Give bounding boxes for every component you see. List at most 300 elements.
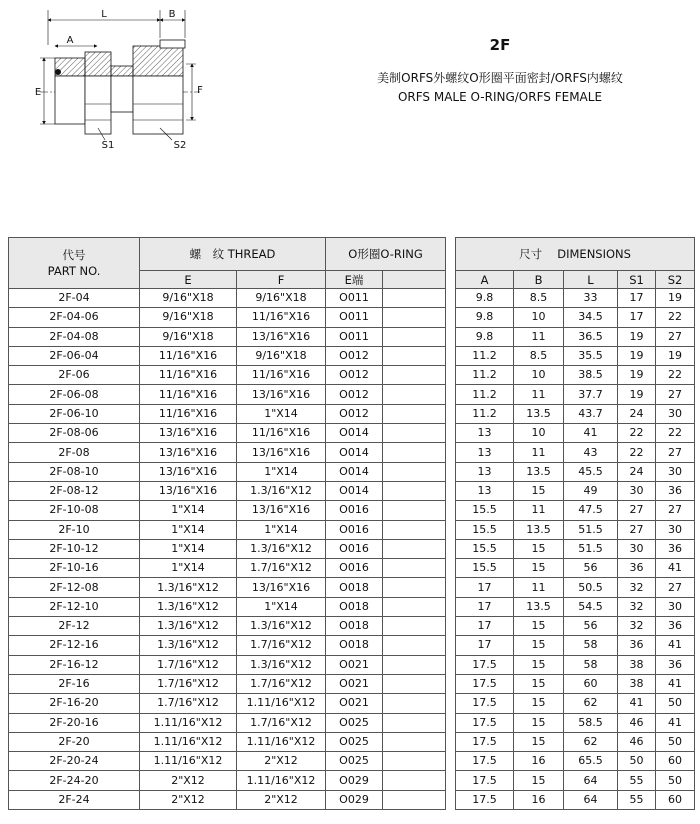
cell-oring-e-end: O029	[326, 790, 383, 809]
cell-thread-e: 11/16"X16	[140, 385, 237, 404]
cell-gap	[446, 404, 456, 423]
cell-thread-f: 1.3/16"X12	[237, 617, 326, 636]
table-row	[9, 443, 695, 462]
cell-oring-blank	[383, 539, 446, 558]
cell-part-no: 2F-04-06	[9, 308, 140, 327]
cell-dim-a: 13	[456, 481, 514, 500]
table-row	[9, 520, 695, 539]
cell-gap	[446, 732, 456, 751]
cell-thread-e: 2"X12	[140, 790, 237, 809]
cell-dim-a: 13	[456, 424, 514, 443]
table-row	[9, 346, 695, 365]
cell-dim-b: 11	[514, 443, 564, 462]
cell-gap	[446, 462, 456, 481]
cell-gap	[446, 520, 456, 539]
cell-thread-f: 11/16"X16	[237, 308, 326, 327]
cell-dim-l: 34.5	[564, 308, 618, 327]
cell-dim-l: 50.5	[564, 578, 618, 597]
cell-oring-blank	[383, 424, 446, 443]
cell-dim-b: 15	[514, 771, 564, 790]
cell-gap	[446, 578, 456, 597]
cell-dim-s1: 30	[618, 539, 656, 558]
header-thread: 螺 纹 THREAD	[140, 238, 326, 271]
cell-dim-s1: 41	[618, 694, 656, 713]
cell-part-no: 2F-10-08	[9, 501, 140, 520]
cell-oring-blank	[383, 559, 446, 578]
cell-dim-s2: 36	[656, 481, 695, 500]
table-row	[9, 636, 695, 655]
cell-dim-b: 8.5	[514, 289, 564, 308]
cell-oring-e-end: O014	[326, 424, 383, 443]
header-oring: O形圈O-RING	[326, 238, 446, 271]
cell-dim-b: 11	[514, 501, 564, 520]
cell-thread-f: 11/16"X16	[237, 424, 326, 443]
cell-gap	[446, 385, 456, 404]
cell-oring-e-end: O011	[326, 289, 383, 308]
cell-dim-s2: 22	[656, 366, 695, 385]
cell-gap	[446, 771, 456, 790]
cell-oring-blank	[383, 289, 446, 308]
cell-dim-l: 65.5	[564, 752, 618, 771]
cell-dim-s1: 17	[618, 289, 656, 308]
cell-part-no: 2F-16	[9, 674, 140, 693]
cell-dim-s2: 36	[656, 539, 695, 558]
cell-dim-l: 43	[564, 443, 618, 462]
table-row	[9, 385, 695, 404]
table-row	[9, 617, 695, 636]
header-s2: S2	[656, 271, 695, 289]
cell-oring-e-end: O016	[326, 520, 383, 539]
cell-part-no: 2F-24-20	[9, 771, 140, 790]
cell-dim-s1: 17	[618, 308, 656, 327]
cell-gap	[446, 713, 456, 732]
cell-dim-b: 10	[514, 308, 564, 327]
cell-oring-blank	[383, 694, 446, 713]
cell-thread-f: 13/16"X16	[237, 385, 326, 404]
cell-thread-f: 1.7/16"X12	[237, 713, 326, 732]
header-e-end: E端	[326, 271, 383, 289]
cell-thread-e: 1.3/16"X12	[140, 578, 237, 597]
cell-dim-s1: 19	[618, 327, 656, 346]
table-row	[9, 289, 695, 308]
cell-oring-blank	[383, 790, 446, 809]
cell-oring-e-end: O016	[326, 559, 383, 578]
cell-dim-l: 58.5	[564, 713, 618, 732]
cell-dim-b: 15	[514, 655, 564, 674]
cell-gap	[446, 674, 456, 693]
cell-dim-s1: 36	[618, 636, 656, 655]
cell-thread-e: 1.7/16"X12	[140, 694, 237, 713]
cell-dim-s2: 60	[656, 752, 695, 771]
dim-label-b: B	[168, 9, 176, 20]
cell-dim-b: 11	[514, 327, 564, 346]
cell-thread-f: 1.11/16"X12	[237, 732, 326, 751]
cell-thread-f: 9/16"X18	[237, 289, 326, 308]
cell-dim-a: 13	[456, 443, 514, 462]
cell-dim-s2: 19	[656, 289, 695, 308]
cell-dim-s2: 50	[656, 694, 695, 713]
cell-oring-blank	[383, 501, 446, 520]
cell-oring-e-end: O014	[326, 462, 383, 481]
header-dimensions: 尺寸 DIMENSIONS	[456, 238, 695, 271]
cell-oring-blank	[383, 674, 446, 693]
cell-dim-l: 41	[564, 424, 618, 443]
cell-dim-l: 58	[564, 655, 618, 674]
cell-dim-b: 13.5	[514, 520, 564, 539]
cell-part-no: 2F-08-06	[9, 424, 140, 443]
cell-gap	[446, 327, 456, 346]
cell-oring-blank	[383, 520, 446, 539]
cell-oring-e-end: O018	[326, 597, 383, 616]
cell-thread-f: 1.7/16"X12	[237, 674, 326, 693]
cell-oring-e-end: O016	[326, 501, 383, 520]
cell-oring-e-end: O018	[326, 578, 383, 597]
cell-dim-s1: 30	[618, 481, 656, 500]
cell-dim-s2: 41	[656, 636, 695, 655]
cell-dim-l: 51.5	[564, 520, 618, 539]
cell-thread-f: 13/16"X16	[237, 327, 326, 346]
table-row	[9, 424, 695, 443]
cell-dim-a: 15.5	[456, 501, 514, 520]
cell-gap	[446, 424, 456, 443]
cell-thread-e: 2"X12	[140, 771, 237, 790]
cell-dim-l: 62	[564, 694, 618, 713]
cell-dim-s2: 30	[656, 404, 695, 423]
cell-dim-s2: 27	[656, 385, 695, 404]
table-row	[9, 597, 695, 616]
cell-dim-a: 15.5	[456, 539, 514, 558]
cell-dim-s1: 24	[618, 404, 656, 423]
cell-thread-e: 11/16"X16	[140, 404, 237, 423]
cell-gap	[446, 443, 456, 462]
cell-thread-f: 1.7/16"X12	[237, 636, 326, 655]
cell-oring-blank	[383, 713, 446, 732]
cell-part-no: 2F-10	[9, 520, 140, 539]
cell-thread-f: 1.3/16"X12	[237, 481, 326, 500]
cell-thread-e: 9/16"X18	[140, 327, 237, 346]
cell-part-no: 2F-04-08	[9, 327, 140, 346]
table-row	[9, 752, 695, 771]
cell-dim-s1: 22	[618, 424, 656, 443]
cell-dim-l: 51.5	[564, 539, 618, 558]
table-row	[9, 771, 695, 790]
cell-thread-e: 1.7/16"X12	[140, 674, 237, 693]
cell-part-no: 2F-10-16	[9, 559, 140, 578]
cell-dim-s1: 24	[618, 462, 656, 481]
table-row	[9, 674, 695, 693]
cell-dim-s2: 36	[656, 655, 695, 674]
cell-gap	[446, 481, 456, 500]
cell-dim-l: 64	[564, 771, 618, 790]
cell-part-no: 2F-16-12	[9, 655, 140, 674]
cell-part-no: 2F-20-24	[9, 752, 140, 771]
cell-oring-blank	[383, 597, 446, 616]
cell-dim-s2: 27	[656, 501, 695, 520]
cell-dim-b: 10	[514, 366, 564, 385]
cell-gap	[446, 289, 456, 308]
cell-dim-s2: 60	[656, 790, 695, 809]
cell-dim-l: 64	[564, 790, 618, 809]
cell-part-no: 2F-06-04	[9, 346, 140, 365]
table-row	[9, 462, 695, 481]
cell-oring-blank	[383, 481, 446, 500]
cell-dim-b: 15	[514, 559, 564, 578]
cell-dim-l: 56	[564, 617, 618, 636]
cell-oring-blank	[383, 752, 446, 771]
cell-dim-b: 13.5	[514, 597, 564, 616]
table-header	[9, 238, 695, 289]
cell-dim-a: 15.5	[456, 559, 514, 578]
cell-dim-a: 9.8	[456, 308, 514, 327]
cell-part-no: 2F-24	[9, 790, 140, 809]
cell-gap	[446, 597, 456, 616]
table-row	[9, 539, 695, 558]
cell-part-no: 2F-20	[9, 732, 140, 751]
cell-oring-e-end: O014	[326, 481, 383, 500]
cell-dim-l: 45.5	[564, 462, 618, 481]
cell-thread-f: 1.11/16"X12	[237, 694, 326, 713]
cell-dim-l: 58	[564, 636, 618, 655]
cell-thread-f: 13/16"X16	[237, 578, 326, 597]
cell-oring-e-end: O025	[326, 752, 383, 771]
cell-dim-s1: 55	[618, 790, 656, 809]
cell-dim-b: 13.5	[514, 462, 564, 481]
cell-thread-f: 13/16"X16	[237, 501, 326, 520]
cell-thread-f: 1.11/16"X12	[237, 771, 326, 790]
cell-oring-blank	[383, 346, 446, 365]
cell-dim-b: 16	[514, 752, 564, 771]
title-english: ORFS MALE O-RING/ORFS FEMALE	[397, 90, 603, 104]
cell-dim-b: 10	[514, 424, 564, 443]
cell-part-no: 2F-20-16	[9, 713, 140, 732]
header-part-no-en: PART NO.	[47, 264, 101, 278]
fitting-drawing	[0, 0, 240, 160]
cell-dim-a: 11.2	[456, 404, 514, 423]
header-gap	[446, 238, 456, 289]
cell-dim-s1: 38	[618, 674, 656, 693]
cell-dim-s2: 41	[656, 559, 695, 578]
cell-dim-s2: 36	[656, 617, 695, 636]
cell-dim-s2: 50	[656, 771, 695, 790]
cell-dim-l: 43.7	[564, 404, 618, 423]
cell-dim-l: 36.5	[564, 327, 618, 346]
cell-part-no: 2F-12-08	[9, 578, 140, 597]
cell-dim-l: 37.7	[564, 385, 618, 404]
cell-oring-blank	[383, 308, 446, 327]
cell-dim-s1: 36	[618, 559, 656, 578]
cell-dim-s2: 30	[656, 520, 695, 539]
fitting-drawing-svg	[0, 0, 240, 160]
header-f: F	[237, 271, 326, 289]
cell-dim-s2: 22	[656, 424, 695, 443]
cell-thread-e: 9/16"X18	[140, 308, 237, 327]
cell-dim-b: 15	[514, 674, 564, 693]
cell-dim-a: 11.2	[456, 366, 514, 385]
cell-dim-s1: 46	[618, 732, 656, 751]
cell-oring-e-end: O021	[326, 655, 383, 674]
cell-dim-s2: 30	[656, 462, 695, 481]
header-b: B	[514, 271, 564, 289]
cell-dim-s2: 30	[656, 597, 695, 616]
cell-thread-e: 13/16"X16	[140, 443, 237, 462]
cell-thread-e: 1.11/16"X12	[140, 752, 237, 771]
cell-part-no: 2F-08-12	[9, 481, 140, 500]
dim-label-e: E	[34, 87, 42, 98]
table-row	[9, 501, 695, 520]
cell-part-no: 2F-16-20	[9, 694, 140, 713]
cell-dim-b: 8.5	[514, 346, 564, 365]
cell-oring-blank	[383, 617, 446, 636]
cell-dim-s1: 27	[618, 520, 656, 539]
cell-part-no: 2F-06-10	[9, 404, 140, 423]
cell-gap	[446, 559, 456, 578]
cell-thread-e: 1"X14	[140, 520, 237, 539]
cell-oring-blank	[383, 443, 446, 462]
cell-dim-b: 15	[514, 732, 564, 751]
cell-dim-a: 11.2	[456, 346, 514, 365]
cell-dim-a: 17	[456, 617, 514, 636]
cell-oring-e-end: O012	[326, 404, 383, 423]
header-oring-blank	[383, 271, 446, 289]
cell-thread-f: 1"X14	[237, 404, 326, 423]
cell-oring-blank	[383, 771, 446, 790]
cell-dim-b: 11	[514, 385, 564, 404]
cell-dim-a: 17.5	[456, 771, 514, 790]
cell-thread-e: 1.3/16"X12	[140, 636, 237, 655]
cell-oring-e-end: O016	[326, 539, 383, 558]
cell-oring-blank	[383, 578, 446, 597]
cell-thread-e: 13/16"X16	[140, 424, 237, 443]
cell-thread-e: 9/16"X18	[140, 289, 237, 308]
cell-dim-a: 11.2	[456, 385, 514, 404]
cell-oring-e-end: O012	[326, 385, 383, 404]
title-chinese: 美制ORFS外螺纹O形圈平面密封/ORFS内螺纹	[377, 71, 623, 85]
cell-oring-blank	[383, 732, 446, 751]
cell-oring-blank	[383, 366, 446, 385]
cell-oring-blank	[383, 327, 446, 346]
cell-dim-a: 17	[456, 597, 514, 616]
cell-part-no: 2F-08	[9, 443, 140, 462]
dim-label-l: L	[101, 9, 107, 20]
cell-oring-e-end: O012	[326, 366, 383, 385]
cell-dim-a: 17.5	[456, 790, 514, 809]
dim-label-f: F	[197, 85, 203, 96]
cell-oring-e-end: O021	[326, 694, 383, 713]
cell-thread-f: 1"X14	[237, 597, 326, 616]
cell-dim-a: 17.5	[456, 752, 514, 771]
cell-dim-b: 16	[514, 790, 564, 809]
header-part-no	[9, 238, 140, 289]
cell-dim-b: 15	[514, 539, 564, 558]
cell-dim-a: 13	[456, 462, 514, 481]
table-row	[9, 694, 695, 713]
cell-part-no: 2F-06	[9, 366, 140, 385]
cell-thread-f: 13/16"X16	[237, 443, 326, 462]
cell-gap	[446, 308, 456, 327]
table-row	[9, 713, 695, 732]
spec-table	[8, 237, 695, 810]
dim-label-s2: S2	[173, 140, 187, 151]
cell-thread-e: 1.7/16"X12	[140, 655, 237, 674]
cell-dim-s2: 27	[656, 578, 695, 597]
cell-dim-b: 11	[514, 578, 564, 597]
cell-gap	[446, 655, 456, 674]
table-row	[9, 308, 695, 327]
cell-oring-e-end: O025	[326, 713, 383, 732]
cell-part-no: 2F-12-16	[9, 636, 140, 655]
cell-dim-s1: 19	[618, 346, 656, 365]
table-row	[9, 578, 695, 597]
cell-dim-a: 15.5	[456, 520, 514, 539]
cell-thread-e: 11/16"X16	[140, 366, 237, 385]
cell-dim-l: 54.5	[564, 597, 618, 616]
cell-dim-a: 17.5	[456, 694, 514, 713]
cell-thread-e: 1"X14	[140, 501, 237, 520]
cell-dim-s2: 19	[656, 346, 695, 365]
cell-dim-s1: 55	[618, 771, 656, 790]
cell-oring-e-end: O011	[326, 327, 383, 346]
header-e: E	[140, 271, 237, 289]
cell-thread-f: 2"X12	[237, 790, 326, 809]
cell-oring-e-end: O012	[326, 346, 383, 365]
cell-dim-a: 17	[456, 578, 514, 597]
cell-dim-s1: 22	[618, 443, 656, 462]
cell-thread-f: 11/16"X16	[237, 366, 326, 385]
table-body	[9, 289, 695, 810]
cell-part-no: 2F-12-10	[9, 597, 140, 616]
table-row	[9, 327, 695, 346]
cell-gap	[446, 539, 456, 558]
header-l: L	[564, 271, 618, 289]
cell-gap	[446, 694, 456, 713]
cell-oring-e-end: O021	[326, 674, 383, 693]
cell-part-no: 2F-08-10	[9, 462, 140, 481]
cell-part-no: 2F-04	[9, 289, 140, 308]
cell-thread-f: 1"X14	[237, 520, 326, 539]
cell-dim-a: 9.8	[456, 327, 514, 346]
cell-dim-s1: 19	[618, 366, 656, 385]
cell-dim-l: 49	[564, 481, 618, 500]
cell-dim-s1: 46	[618, 713, 656, 732]
cell-dim-s1: 19	[618, 385, 656, 404]
cell-gap	[446, 790, 456, 809]
cell-dim-b: 13.5	[514, 404, 564, 423]
cell-thread-e: 11/16"X16	[140, 346, 237, 365]
cell-dim-l: 60	[564, 674, 618, 693]
cell-oring-e-end: O018	[326, 636, 383, 655]
cell-dim-s2: 50	[656, 732, 695, 751]
cell-dim-b: 15	[514, 694, 564, 713]
table-row	[9, 481, 695, 500]
cell-dim-l: 47.5	[564, 501, 618, 520]
cell-oring-e-end: O018	[326, 617, 383, 636]
cell-dim-l: 33	[564, 289, 618, 308]
cell-dim-a: 17.5	[456, 655, 514, 674]
cell-thread-f: 2"X12	[237, 752, 326, 771]
cell-oring-blank	[383, 462, 446, 481]
cell-dim-l: 38.5	[564, 366, 618, 385]
cell-dim-b: 15	[514, 617, 564, 636]
cell-gap	[446, 636, 456, 655]
cell-part-no: 2F-06-08	[9, 385, 140, 404]
cell-thread-e: 13/16"X16	[140, 481, 237, 500]
cell-dim-l: 35.5	[564, 346, 618, 365]
cell-thread-f: 1.3/16"X12	[237, 655, 326, 674]
cell-dim-s1: 32	[618, 597, 656, 616]
cell-dim-s1: 50	[618, 752, 656, 771]
table-row	[9, 732, 695, 751]
cell-oring-blank	[383, 636, 446, 655]
